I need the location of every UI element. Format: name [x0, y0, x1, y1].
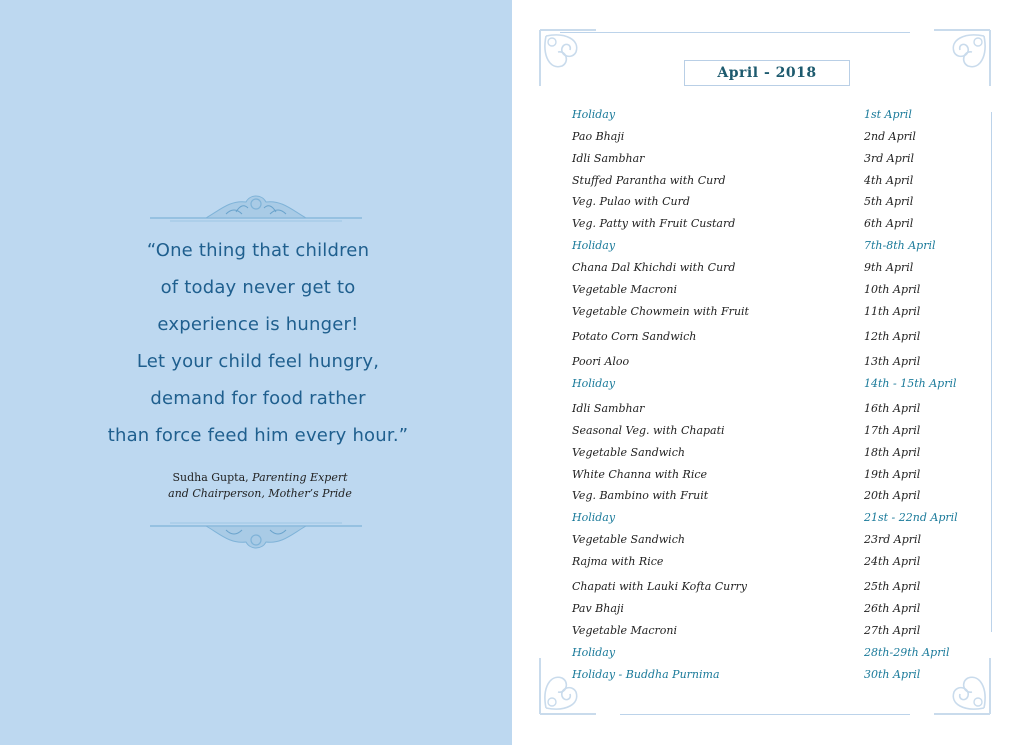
menu-item: Vegetable Sandwich — [572, 533, 685, 546]
menu-item: Holiday - Buddha Purnima — [572, 668, 720, 681]
quote-line: Let your child feel hungry, — [136, 351, 380, 372]
menu-date: 28th-29th April — [864, 646, 950, 659]
menu-date: 21st - 22nd April — [864, 511, 958, 524]
menu-row — [572, 622, 982, 640]
menu-row — [572, 328, 982, 346]
frame-line — [991, 112, 992, 632]
menu-date: 7th-8th April — [864, 239, 936, 252]
menu-date: 13th April — [864, 355, 921, 368]
quote-line: “One thing that children — [146, 240, 370, 261]
author-role: Parenting Expert — [252, 471, 348, 484]
menu-item: Holiday — [572, 108, 616, 121]
menu-item: Chapati with Lauki Kofta Curry — [572, 580, 747, 593]
menu-row — [572, 553, 982, 571]
author-line2-role: Chairperson, Mother’s Pride — [192, 487, 352, 500]
menu-item: Idli Sambhar — [572, 402, 645, 415]
menu-date: 23rd April — [864, 533, 922, 546]
quote-line: experience is hunger! — [157, 314, 359, 335]
menu-row — [572, 193, 982, 211]
menu-row — [572, 509, 982, 527]
menu-date: 1st April — [864, 108, 912, 121]
menu-row — [572, 666, 982, 684]
menu-row — [572, 281, 982, 299]
menu-date: 12th April — [864, 330, 921, 343]
bottom-ornament-divider — [150, 518, 362, 554]
menu-item: Holiday — [572, 377, 616, 390]
menu-date: 27th April — [864, 624, 921, 637]
menu-date: 19th April — [864, 468, 921, 481]
menu-date: 2nd April — [864, 130, 916, 143]
menu-row — [572, 600, 982, 618]
menu-date: 6th April — [864, 217, 914, 230]
menu-date: 25th April — [864, 580, 921, 593]
menu-item: Pao Bhaji — [572, 130, 625, 143]
menu-date: 14th - 15th April — [864, 377, 957, 390]
corner-flourish-icon — [922, 26, 994, 98]
menu-row — [572, 353, 982, 371]
menu-item: White Channa with Rice — [572, 468, 708, 481]
frame-line — [620, 714, 910, 715]
menu-date: 4th April — [864, 174, 914, 187]
menu-row — [572, 215, 982, 233]
menu-date: 18th April — [864, 446, 921, 459]
menu-row — [572, 106, 982, 124]
quote-text — [60, 232, 456, 454]
menu-date: 16th April — [864, 402, 921, 415]
author-name: Sudha Gupta, — [172, 471, 249, 484]
menu-date: 11th April — [864, 305, 921, 318]
menu-date: 9th April — [864, 261, 914, 274]
menu-row — [572, 422, 982, 440]
menu-date: 24th April — [864, 555, 921, 568]
menu-item: Rajma with Rice — [572, 555, 664, 568]
quote-line: than force feed him every hour.” — [107, 425, 409, 446]
menu-item: Veg. Pulao with Curd — [572, 195, 690, 208]
menu-item: Holiday — [572, 511, 616, 524]
menu-date: 3rd April — [864, 152, 915, 165]
menu-date: 17th April — [864, 424, 921, 437]
menu-row — [572, 303, 982, 321]
menu-date: 5th April — [864, 195, 914, 208]
menu-item: Holiday — [572, 239, 616, 252]
menu-row — [572, 644, 982, 662]
menu-item: Poori Aloo — [572, 355, 630, 368]
menu-item: Vegetable Sandwich — [572, 446, 685, 459]
menu-row — [572, 400, 982, 418]
menu-item: Vegetable Chowmein with Fruit — [572, 305, 749, 318]
menu-row — [572, 578, 982, 596]
menu-row — [572, 172, 982, 190]
menu-item: Vegetable Macroni — [572, 624, 678, 637]
menu-date: 30th April — [864, 668, 921, 681]
menu-row — [572, 237, 982, 255]
menu-item: Veg. Bambino with Fruit — [572, 489, 709, 502]
menu-item: Vegetable Macroni — [572, 283, 678, 296]
menu-row — [572, 128, 982, 146]
quote-attribution — [110, 470, 410, 502]
menu-row — [572, 466, 982, 484]
menu-row — [572, 259, 982, 277]
menu-item: Seasonal Veg. with Chapati — [572, 424, 725, 437]
month-title: April - 2018 — [684, 60, 850, 86]
menu-row — [572, 150, 982, 168]
frame-line — [560, 32, 910, 33]
menu-date: 20th April — [864, 489, 921, 502]
menu-item: Idli Sambhar — [572, 152, 645, 165]
menu-row — [572, 487, 982, 505]
menu-item: Chana Dal Khichdi with Curd — [572, 261, 736, 274]
menu-item: Potato Corn Sandwich — [572, 330, 697, 343]
author-line2-prefix: and — [168, 487, 189, 500]
menu-item: Holiday — [572, 646, 616, 659]
quote-line: of today never get to — [160, 277, 356, 298]
quote-line: demand for food rather — [150, 388, 366, 409]
menu-row — [572, 531, 982, 549]
menu-date: 26th April — [864, 602, 921, 615]
corner-flourish-icon — [536, 26, 608, 98]
menu-row — [572, 375, 982, 393]
menu-item: Pav Bhaji — [572, 602, 624, 615]
menu-row — [572, 444, 982, 462]
menu-item: Veg. Patty with Fruit Custard — [572, 217, 736, 230]
menu-date: 10th April — [864, 283, 921, 296]
top-ornament-divider — [150, 190, 362, 226]
menu-item: Stuffed Parantha with Curd — [572, 174, 726, 187]
